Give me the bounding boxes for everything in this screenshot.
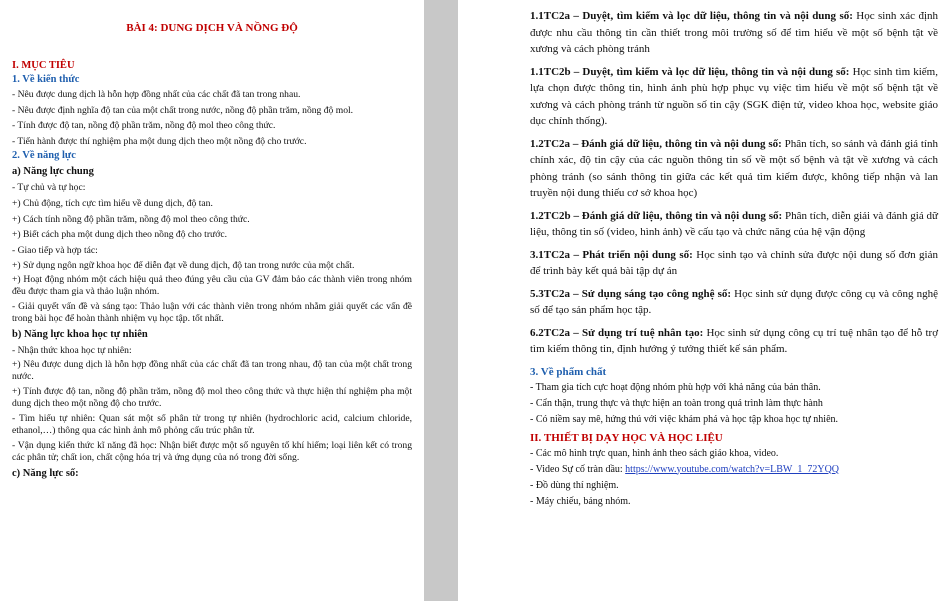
competence-text: Học sinh tạo và chỉnh sửa được nội dung số đơn giản để trình bày kết quả bài tập dự án xyxy=(530,248,938,277)
competence-text: Phân tích, diễn giải và đánh giá dữ liệu, thông tin số (video, hình ảnh) về cấu tạo và chức năng của hệ vận động xyxy=(530,209,939,238)
text-line: - Tìm hiểu tự nhiên: Quan sát một số phân tử trong tự nhiên (hydrochloric acid, calcium chloride, ethanol,…) thông qua các hình ảnh mô phỏng cấu trúc phân tử. xyxy=(12,412,412,437)
lesson-title: BÀI 4: DUNG DỊCH VÀ NỒNG ĐỘ xyxy=(126,22,298,34)
competence-code: 1.1TC2a – Duyệt, tìm kiếm và lọc dữ liệu, thông tin và nội dung số: xyxy=(530,10,853,22)
competence-item xyxy=(530,8,938,58)
text-line: - Tự chủ và tự học: xyxy=(12,182,86,194)
text-line: +) Nêu được dung dịch là hỗn hợp đồng nhất của các chất đã tan trong nhau, độ tan của một chất trong nước. xyxy=(12,358,412,383)
subsection-knowledge: 1. Về kiến thức xyxy=(12,74,80,85)
text-line: +) Cách tính nồng độ phần trăm, nồng độ mol theo công thức. xyxy=(12,213,250,225)
heading-science-competence: b) Năng lực khoa học tự nhiên xyxy=(12,328,148,340)
competence-code: 1.1TC2b – Duyệt, tìm kiếm và lọc dữ liệu, thông tin và nội dung số: xyxy=(530,65,850,78)
text-line: - Máy chiếu, bảng nhóm. xyxy=(530,495,631,507)
competence-text: Học sinh xác định được nhu cầu thông tin cần thiết trong môi trường số để tìm hiểu về một số bệnh tật về xương và cách phòng tránh xyxy=(530,10,938,55)
text-line: - Nhận thức khoa học tự nhiên: xyxy=(12,344,132,356)
text-line: - Nêu được dung dịch là hỗn hợp đồng nhất của các chất đã tan trong nhau. xyxy=(12,89,301,100)
competence-item xyxy=(530,136,938,202)
subsection-competence: 2. Về năng lực xyxy=(12,150,76,162)
text-line: - Tính được độ tan, nồng độ phần trăm, nồng độ mol theo công thức. xyxy=(12,120,276,132)
competence-item xyxy=(530,208,938,241)
text-line: - Giao tiếp và hợp tác: xyxy=(12,244,98,256)
subsection-qualities: 3. Về phẩm chất xyxy=(530,365,607,378)
text-line: - Đồ dùng thí nghiệm. xyxy=(530,479,619,491)
text-line: +) Chủ động, tích cực tìm hiểu về dung dịch, độ tan. xyxy=(12,197,213,209)
video-label: - Video Sự cố tràn dầu: xyxy=(530,463,626,475)
competence-code: 3.1TC2a – Phát triển nội dung số: xyxy=(530,248,693,261)
competence-text: Học sinh sử dụng công cụ trí tuệ nhân tạo để hỗ trợ tìm kiếm thông tin, định hướng ý tưởng thiết kế sản phẩm. xyxy=(530,326,939,355)
section-equipment: II. THIẾT BỊ DẠY HỌC VÀ HỌC LIỆU xyxy=(530,431,723,444)
competence-code: 1.2TC2b – Đánh giá dữ liệu, thông tin và nội dung số: xyxy=(530,209,783,222)
text-line: - Tham gia tích cực hoạt động nhóm phù hợp với khả năng của bản thân. xyxy=(530,381,821,393)
text-line: - Có niềm say mê, hứng thú với việc khám phá và học tập khoa học tự nhiên. xyxy=(530,413,839,425)
document-page-left xyxy=(0,0,424,601)
competence-code: 6.2TC2a – Sử dụng trí tuệ nhân tạo: xyxy=(530,326,704,339)
competence-item xyxy=(530,286,938,319)
competence-text: Phân tích, so sánh và đánh giá tính chính xác, độ tin cậy của các nguồn thông tin số về một số bệnh và tật về xương và cách phòng tránh (so sánh thông tin giữa các kết quả tìm kiếm được, không tiếp nhận và lan truyền nội dung thiếu cơ sở khoa học) xyxy=(530,137,938,199)
competence-text: Học sinh tìm kiếm, lựa chọn được thông tin, hình ảnh phù hợp phục vụ việc tìm hiểu về một số bệnh tật về xương và cách phòng tránh từ nguồn số tin cậy (SGK điện tử, video khoa học, website giáo dục chính thống). xyxy=(530,65,938,127)
text-line: - Cẩn thận, trung thực và thực hiện an toàn trong quá trình làm thực hành xyxy=(530,397,823,409)
competence-text: Học sinh sử dụng được công cụ và công nghệ số để tạo sản phẩm học tập. xyxy=(530,287,938,316)
competence-item xyxy=(530,64,938,130)
section-objectives: I. MỤC TIÊU xyxy=(12,60,75,71)
text-line: - Giải quyết vấn đề và sáng tạo: Thảo luận với các thành viên trong nhóm nhằm giải quyết các vấn đề trong bài học để hoàn thành nhiệm vụ học tập. tốt nhất. xyxy=(12,300,412,325)
text-line: - Vận dụng kiến thức kĩ năng đã học: Nhận biết được một số nguyên tố khí hiếm; loại liên kết có trong các phân tử; chất ion, chất cộng hóa trị và ứng dụng của nó trong đời sống. xyxy=(12,439,412,464)
page-gap xyxy=(424,0,458,601)
heading-general-competence: a) Năng lực chung xyxy=(12,166,94,178)
text-line: +) Hoạt động nhóm một cách hiệu quả theo đúng yêu cầu của GV đảm bảo các thành viên trong nhóm đều được tham gia và thảo luận nhóm. xyxy=(12,273,412,298)
text-line: +) Tính được độ tan, nồng độ phần trăm, nồng độ mol theo công thức và thực hiện thí nghiệm pha một dung dịch theo một nồng độ cho trước. xyxy=(12,385,412,410)
text-line: - Nêu được định nghĩa độ tan của một chất trong nước, nồng độ phần trăm, nồng độ mol. xyxy=(12,104,354,116)
text-line: - Các mô hình trực quan, hình ảnh theo sách giáo khoa, video. xyxy=(530,447,779,459)
heading-digital-competence: c) Năng lực số: xyxy=(12,467,79,479)
document-page-right xyxy=(458,0,946,601)
video-link[interactable]: https://www.youtube.com/watch?v=LBW_1_72YQQ xyxy=(625,463,840,475)
text-line: - Tiến hành được thí nghiệm pha một dung dịch theo một nồng độ cho trước. xyxy=(12,135,307,147)
competence-item xyxy=(530,247,938,280)
video-line xyxy=(530,462,938,478)
text-line: +) Sử dụng ngôn ngữ khoa học để diễn đạt về dung dịch, độ tan trong nước của một chất. xyxy=(12,260,355,272)
competence-item xyxy=(530,325,938,358)
competence-code: 1.2TC2a – Đánh giá dữ liệu, thông tin và nội dung số: xyxy=(530,137,782,150)
text-line: +) Biết cách pha một dung dịch theo nồng độ cho trước. xyxy=(12,229,227,241)
competence-code: 5.3TC2a – Sử dụng sáng tạo công nghệ số: xyxy=(530,287,732,300)
